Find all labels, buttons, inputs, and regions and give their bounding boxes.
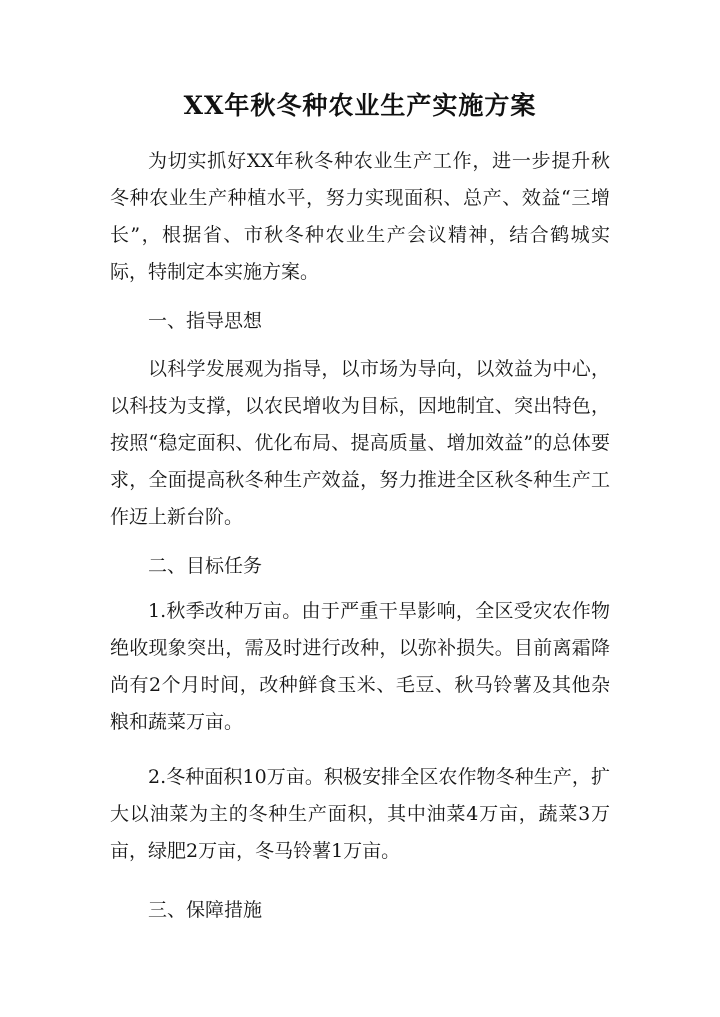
intro-paragraph: 为切实抓好XX年秋冬种农业生产工作，进一步提升秋冬种农业生产种植水平，努力实现面积、总产、效益“三增长”，根据省、市秋冬种农业生产会议精神，结合鹤城实际，特制定本实施方案。	[110, 150, 610, 283]
section-heading-targets-tasks: 二、目标任务	[148, 555, 263, 577]
section-heading-safeguard-measures: 三、保障措施	[148, 899, 263, 921]
task-item-winter-planting-area: 2.冬种面积10万亩。积极安排全区农作物冬种生产，扩大以油菜为主的冬种生产面积，其中油菜4万亩，蔬菜3万亩，绿肥2万亩，冬马铃薯1万亩。	[110, 766, 610, 862]
guiding-ideology-paragraph: 以科学发展观为指导，以市场为导向，以效益为中心，以科技为支撑，以农民增收为目标，因地制宜、突出特色，按照“稳定面积、优化布局、提高质量、增加效益”的总体要求，全面提高秋冬种生产效益，努力推进全区秋冬种生产工作迈上新台阶。	[110, 358, 610, 528]
document-title: XX年秋冬种农业生产实施方案	[183, 91, 537, 120]
task-item-autumn-replanting: 1.秋季改种万亩。由于严重干旱影响，全区受灾农作物绝收现象突出，需及时进行改种，以弥补损失。目前离霜降尚有2个月时间，改种鲜食玉米、毛豆、秋马铃薯及其他杂粮和蔬菜万亩。	[110, 600, 610, 733]
section-heading-guiding-ideology: 一、指导思想	[148, 310, 263, 332]
